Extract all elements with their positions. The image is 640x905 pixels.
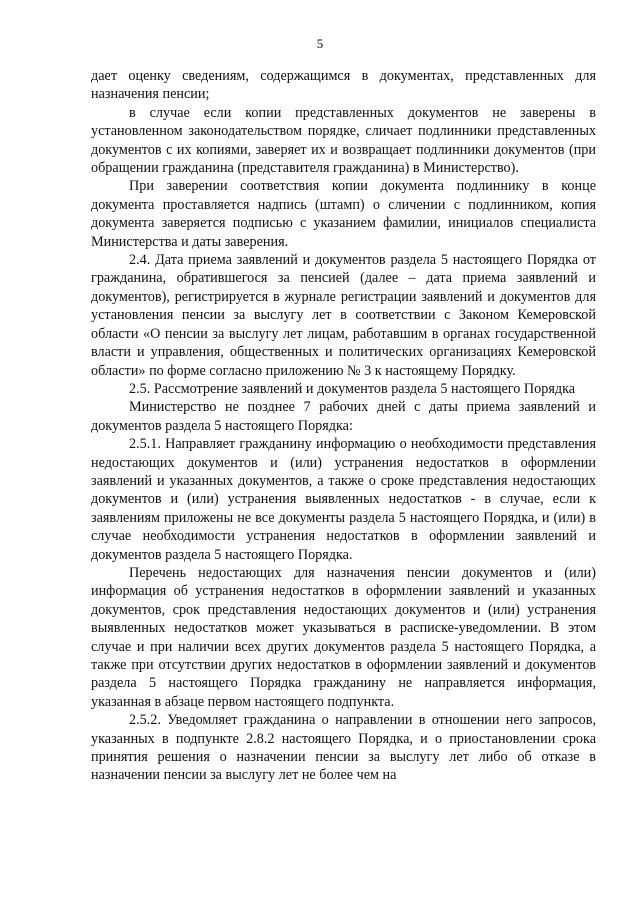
paragraph-continuation: дает оценку сведениям, содержащимся в документах, представленных для назначения пенсии;	[91, 68, 596, 103]
paragraph-stamp-note: При заверении соответствия копии документа подлиннику в конце документа проставляется надпись (штамп) о сличении с подлинником, копия документа заверяется подписью с указанием фамилии, инициалов специалиста Министерства и даты заверения.	[91, 178, 596, 250]
page-number: 5	[316, 36, 324, 51]
paragraph-2-5-1: 2.5.1. Направляет гражданину информацию о необходимости представления недостающих документов и (или) устранения недостатков в оформлении заявлений и указанных документов, а также о сроке представления недостающих документов и (или) устранения выявленных недостатков - в случае, если к заявлениям приложены не все документы раздела 5 настоящего Порядка, и (или) в случае необходимости устранения недостатков в оформлении заявлений и документов раздела 5 настоящего Порядка.	[91, 436, 596, 563]
paragraph-missing-documents-list: Перечень недостающих для назначения пенсии документов и (или) информация об устранения недостатков в оформлении заявлений и указанных документов, срок представления недостающих документов и (или) устранения выявленных недостатков может указываться в расписке-уведомлении. В этом случае и при наличии всех других документов раздела 5 настоящего Порядка, а также при отсутствии других недостатков в оформлении заявлений и документов раздела 5 настоящего Порядка гражданину не направляется информация, указанная в абзаце первом настоящего подпункта.	[91, 564, 596, 710]
document-body	[91, 67, 596, 785]
paragraph-2-4: 2.4. Дата приема заявлений и документов раздела 5 настоящего Порядка от гражданина, обратившегося за пенсией (далее – дата приема заявлений и документов), регистрируется в журнале регистрации заявлений и документов для установления пенсии за выслугу лет в соответствии с Законом Кемеровской области «О пенсии за выслугу лет лицам, работавшим в органах государственной власти и управления, общественных и политических организациях Кемеровской области» по форме согласно приложению № 3 к настоящему Порядку.	[91, 252, 596, 379]
paragraph-2-5-2: 2.5.2. Уведомляет гражданина о направлении в отношении него запросов, указанных в подпункте 2.8.2 настоящего Порядка, и о приостановлении срока принятия решения о назначении пенсии за выслугу лет либо об отказе в назначении пенсии за выслугу лет не более чем на	[91, 712, 596, 784]
paragraph-copies-verification: в случае если копии представленных документов не заверены в установленном законодательством порядке, сличает подлинники представленных документов с их копиями, заверяет их и возвращает подлинники документов (при обращении гражданина (представителя гражданина) в Министерство).	[91, 104, 596, 177]
paragraph-ministry-deadline: Министерство не позднее 7 рабочих дней с даты приема заявлений и документов раздела 5 настоящего Порядка:	[91, 399, 596, 434]
paragraph-2-5-heading: 2.5. Рассмотрение заявлений и документов раздела 5 настоящего Порядка	[129, 380, 576, 397]
